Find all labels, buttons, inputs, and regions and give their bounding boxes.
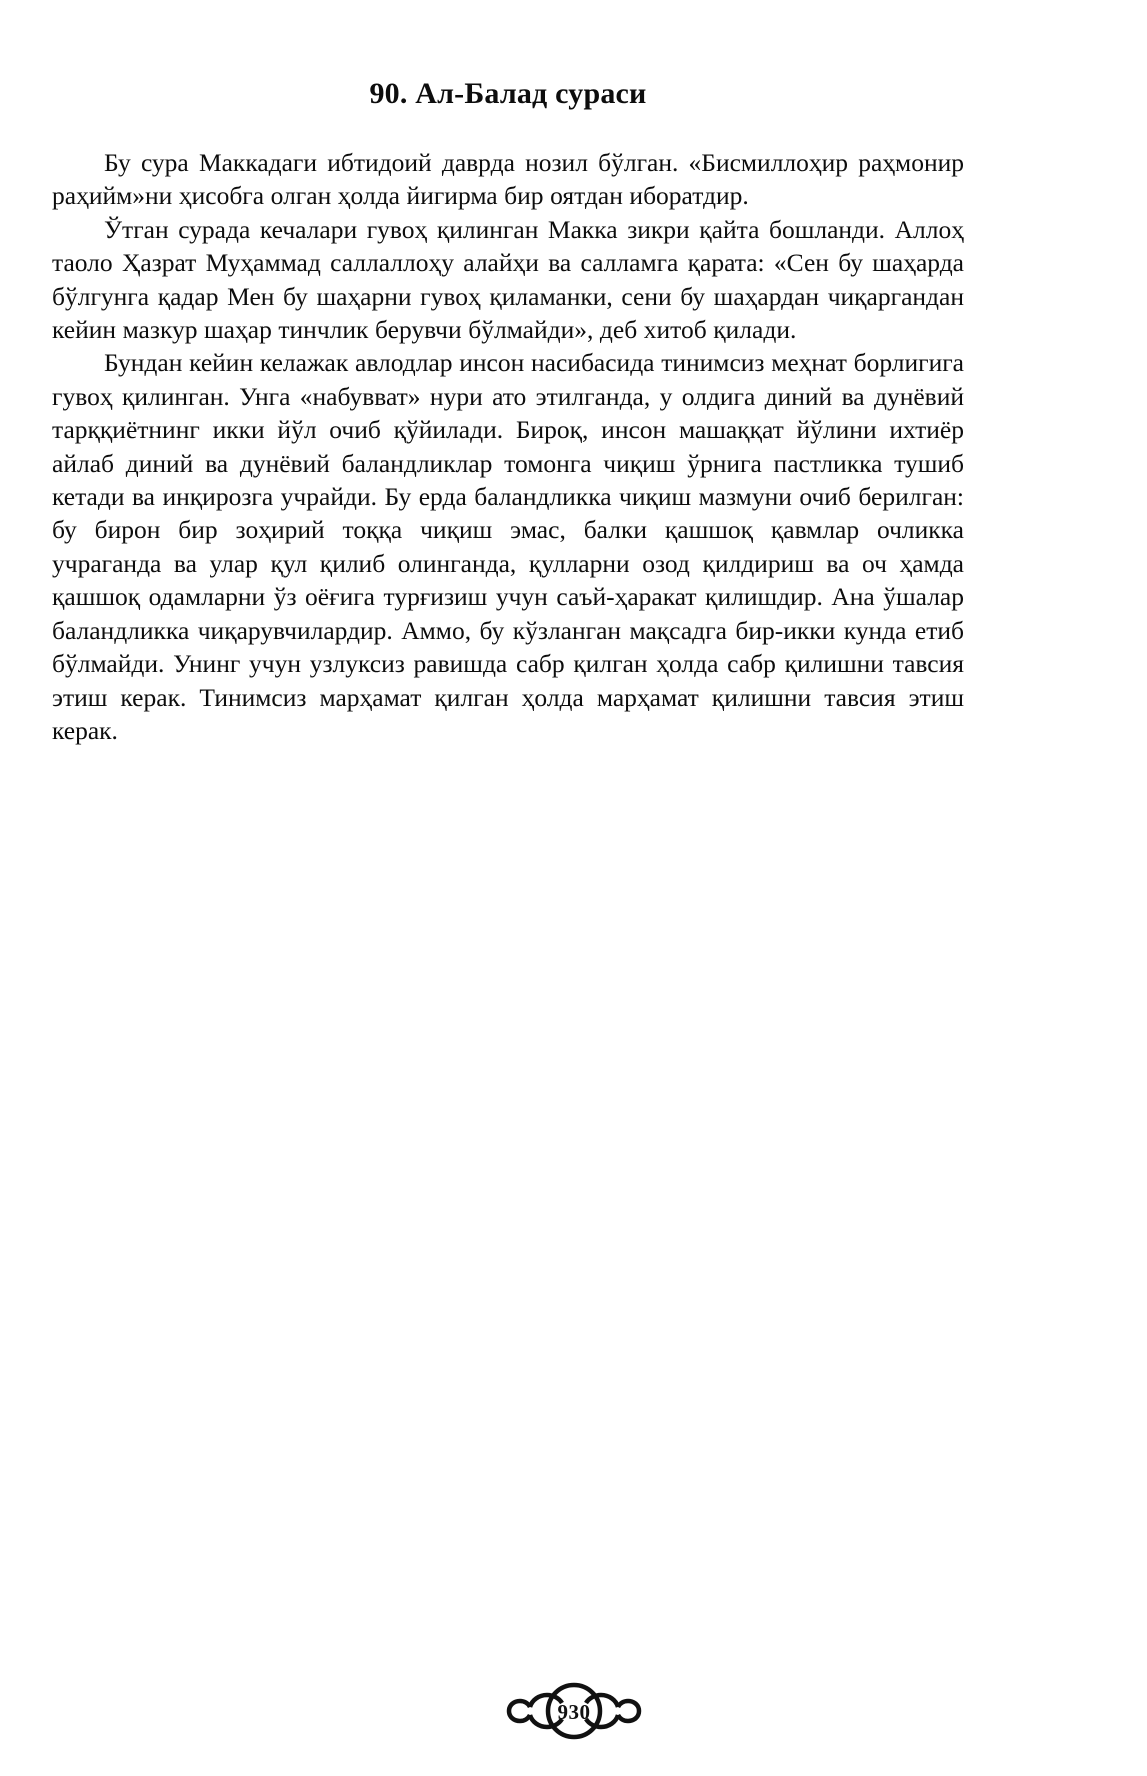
page-number: 930 xyxy=(557,1700,590,1724)
page-content xyxy=(52,0,964,747)
page-number-ornament xyxy=(479,1680,669,1742)
paragraph-1: Бу сура Маккадаги ибтидоий даврда нозил бўлган. «Бисмиллоҳир раҳмонир раҳийм»ни ҳисобга олган ҳолда йигирма бир оятдан иборатдир. xyxy=(52,148,964,211)
page-title: 90. Ал-Балад сураси xyxy=(369,77,647,110)
paragraph-2: Ўтган сурада кечалари гувоҳ қилинган Макка зикри қайта бошланди. Аллоҳ таоло Ҳазрат Муҳаммад саллаллоҳу алайҳи ва салламга қарата: «Сен бу шаҳарда бўлгунга қадар Мен бу шаҳарни гувоҳ қиламанки, сени бу шаҳардан чиқаргандан кейин мазкур шаҳар тинчлик берувчи бўлмайди», деб хитоб қилади. xyxy=(52,214,964,345)
page-footer xyxy=(0,1676,1147,1746)
body-text xyxy=(52,146,964,747)
paragraph-3: Бундан кейин келажак авлодлар инсон насибасида тинимсиз меҳнат борлигига гувоҳ қилинган. Унга «набувват» нури ато этилганда, у олдига диний ва дунёвий тарққиётнинг икки йўл очиб қўйилади. Бироқ, инсон машаққат йўлини ихтиёр айлаб диний ва дунёвий баландликлар томонга чиқиш ўрнига пастликка тушиб кетади ва инқирозга учрайди. Бу ерда баландликка чиқиш мазмуни очиб берилган: бу бирон бир зоҳирий тоққа чиқиш эмас, балки қашшоқ қавмлар очликка учраганда ва улар қул қилиб олинганда, қулларни озод қилдириш ва оч ҳамда қашшоқ одамларни ўз оёғига турғизиш учун саъй-ҳаракат қилишдир. Ана ўшалар баландликка чиқарувчилардир. Аммо, бу кўзланган мақсадга бир-икки кунда етиб бўлмайди. Унинг учун узлуксиз равишда сабр қилган ҳолда сабр қилишни тавсия этиш керак. Тинимсиз марҳамат қилган ҳолда марҳамат қилишни тавсия этиш керак. xyxy=(52,348,964,745)
